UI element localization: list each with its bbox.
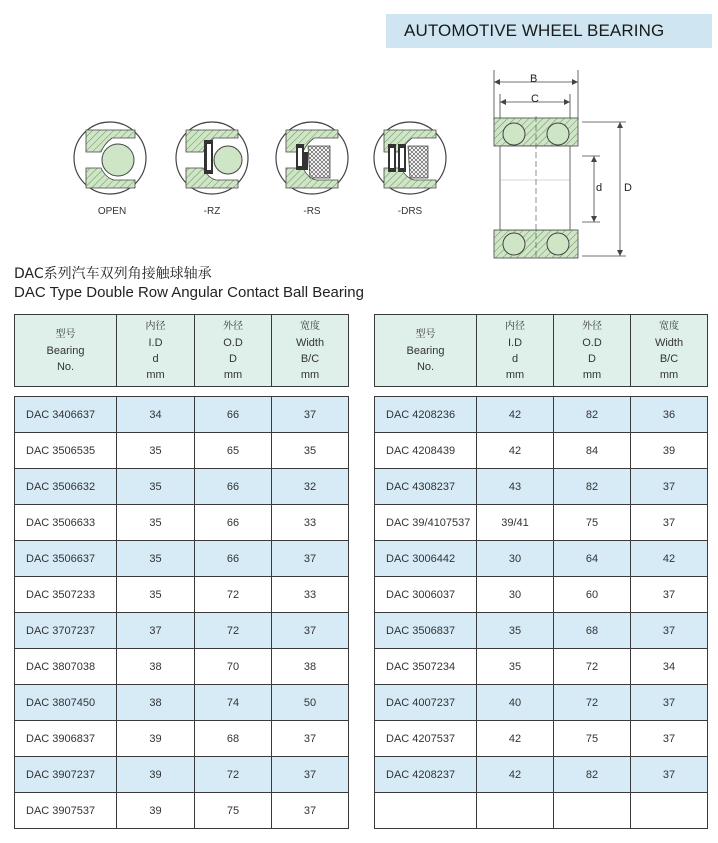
width-cell: 37 (631, 721, 708, 757)
table-row (375, 649, 708, 685)
table-row (15, 541, 349, 577)
seal-label-drs: -DRS (397, 206, 423, 217)
table-row (375, 397, 708, 433)
width-cell: 37 (272, 613, 349, 649)
bearing-diagrams (0, 60, 718, 280)
page-title: AUTOMOTIVE WHEEL BEARING (404, 21, 665, 40)
width-cell: 42 (631, 541, 708, 577)
width-cell: 33 (272, 505, 349, 541)
outer-diameter-cell: 72 (195, 757, 272, 793)
section-title-en: DAC Type Double Row Angular Contact Ball Bearing (14, 284, 364, 301)
bearing-number-cell: DAC 3406637 (15, 397, 117, 433)
seal-drs-icon (374, 122, 446, 194)
inner-diameter-cell: 42 (477, 433, 554, 469)
inner-diameter-cell: 39 (117, 793, 195, 829)
inner-diameter-cell: 38 (117, 649, 195, 685)
table-row (15, 685, 349, 721)
page-banner (386, 14, 712, 48)
inner-diameter-cell: 40 (477, 685, 554, 721)
width-cell: 37 (631, 469, 708, 505)
outer-diameter-cell: 68 (195, 721, 272, 757)
inner-diameter-cell: 39 (117, 757, 195, 793)
inner-diameter-cell: 43 (477, 469, 554, 505)
outer-diameter-cell: 75 (554, 721, 631, 757)
inner-diameter-cell: 35 (117, 433, 195, 469)
inner-diameter-cell: 30 (477, 577, 554, 613)
col-header-id: 内径 I.D d mm (117, 315, 195, 387)
bearing-number-cell: DAC 3507233 (15, 577, 117, 613)
table-row (15, 649, 349, 685)
width-cell (631, 793, 708, 829)
bearing-number-cell: DAC 4208237 (375, 757, 477, 793)
table-row (15, 469, 349, 505)
bearing-number-cell: DAC 3907237 (15, 757, 117, 793)
table-row (375, 541, 708, 577)
width-cell: 32 (272, 469, 349, 505)
inner-diameter-cell: 35 (117, 577, 195, 613)
table-spacer (15, 387, 349, 397)
bearing-number-cell: DAC 3506632 (15, 469, 117, 505)
bearing-diagram-svg (0, 60, 718, 280)
table-row (375, 433, 708, 469)
inner-diameter-cell: 35 (477, 613, 554, 649)
col-header-od: 外径 O.D D mm (554, 315, 631, 387)
width-cell: 38 (272, 649, 349, 685)
table-row (15, 721, 349, 757)
outer-diameter-cell: 70 (195, 649, 272, 685)
table-row (375, 613, 708, 649)
seal-label-open: OPEN (97, 206, 127, 217)
bearing-number-cell: DAC 4007237 (375, 685, 477, 721)
seal-label-rz: -RZ (203, 206, 221, 217)
outer-diameter-cell: 82 (554, 397, 631, 433)
table-row (15, 757, 349, 793)
bearing-number-cell: DAC 3907537 (15, 793, 117, 829)
table-row (375, 757, 708, 793)
table-row (375, 793, 708, 829)
outer-diameter-cell: 82 (554, 757, 631, 793)
bearing-number-cell: DAC 3006037 (375, 577, 477, 613)
width-cell: 35 (272, 433, 349, 469)
outer-diameter-cell: 72 (554, 685, 631, 721)
outer-diameter-cell (554, 793, 631, 829)
bearing-number-cell (375, 793, 477, 829)
bearing-number-cell: DAC 3807450 (15, 685, 117, 721)
dimension-c-label: C (531, 93, 539, 105)
inner-diameter-cell: 35 (117, 541, 195, 577)
width-cell: 39 (631, 433, 708, 469)
col-header-width: 宽度 Width B/C mm (272, 315, 349, 387)
dimension-d-inner-label: d (596, 182, 603, 194)
width-cell: 37 (631, 685, 708, 721)
outer-diameter-cell: 66 (195, 397, 272, 433)
width-cell: 37 (272, 757, 349, 793)
table-row (375, 721, 708, 757)
width-cell: 34 (631, 649, 708, 685)
bearing-number-cell: DAC 3906837 (15, 721, 117, 757)
col-header-id: 内径 I.D d mm (477, 315, 554, 387)
bearing-number-cell: DAC 3006442 (375, 541, 477, 577)
table-row (15, 613, 349, 649)
outer-diameter-cell: 64 (554, 541, 631, 577)
table-row (375, 505, 708, 541)
bearing-number-cell: DAC 3506837 (375, 613, 477, 649)
spec-table-left (14, 314, 349, 829)
width-cell: 37 (272, 721, 349, 757)
table-row (375, 577, 708, 613)
width-cell: 37 (631, 505, 708, 541)
bearing-number-cell: DAC 3506637 (15, 541, 117, 577)
dimension-d-outer-label: D (624, 182, 632, 194)
col-header-bearing: 型号 Bearing No. (15, 315, 117, 387)
inner-diameter-cell (477, 793, 554, 829)
width-cell: 36 (631, 397, 708, 433)
outer-diameter-cell: 82 (554, 469, 631, 505)
section-title-cn: DAC系列汽车双列角接触球轴承 (14, 266, 212, 282)
spec-table-right (374, 314, 708, 829)
width-cell: 37 (272, 793, 349, 829)
outer-diameter-cell: 66 (195, 505, 272, 541)
table-row (375, 685, 708, 721)
col-header-bearing: 型号 Bearing No. (375, 315, 477, 387)
outer-diameter-cell: 74 (195, 685, 272, 721)
inner-diameter-cell: 35 (477, 649, 554, 685)
table-row (375, 469, 708, 505)
width-cell: 37 (272, 397, 349, 433)
width-cell: 50 (272, 685, 349, 721)
bearing-cross-section-icon (494, 70, 626, 260)
seal-open-icon (74, 122, 146, 194)
seal-rz-icon (176, 122, 248, 194)
inner-diameter-cell: 37 (117, 613, 195, 649)
bearing-number-cell: DAC 3506535 (15, 433, 117, 469)
outer-diameter-cell: 72 (554, 649, 631, 685)
outer-diameter-cell: 75 (554, 505, 631, 541)
outer-diameter-cell: 65 (195, 433, 272, 469)
outer-diameter-cell: 72 (195, 577, 272, 613)
bearing-number-cell: DAC 4208236 (375, 397, 477, 433)
inner-diameter-cell: 30 (477, 541, 554, 577)
outer-diameter-cell: 66 (195, 541, 272, 577)
width-cell: 37 (272, 541, 349, 577)
table-row (15, 577, 349, 613)
bearing-number-cell: DAC 39/4107537 (375, 505, 477, 541)
table-row (15, 433, 349, 469)
table-row (15, 505, 349, 541)
inner-diameter-cell: 42 (477, 757, 554, 793)
inner-diameter-cell: 38 (117, 685, 195, 721)
bearing-number-cell: DAC 3507234 (375, 649, 477, 685)
inner-diameter-cell: 42 (477, 397, 554, 433)
inner-diameter-cell: 35 (117, 469, 195, 505)
dimension-b-label: B (530, 73, 538, 85)
inner-diameter-cell: 35 (117, 505, 195, 541)
bearing-number-cell: DAC 4208439 (375, 433, 477, 469)
seal-label-rs: -RS (303, 206, 321, 217)
seal-rs-icon (276, 122, 348, 194)
table-spacer (375, 387, 708, 397)
bearing-number-cell: DAC 3506633 (15, 505, 117, 541)
col-header-width: 宽度 Width B/C mm (631, 315, 708, 387)
inner-diameter-cell: 34 (117, 397, 195, 433)
width-cell: 37 (631, 613, 708, 649)
bearing-number-cell: DAC 3707237 (15, 613, 117, 649)
col-header-od: 外径 O.D D mm (195, 315, 272, 387)
outer-diameter-cell: 66 (195, 469, 272, 505)
outer-diameter-cell: 84 (554, 433, 631, 469)
outer-diameter-cell: 60 (554, 577, 631, 613)
bearing-number-cell: DAC 3807038 (15, 649, 117, 685)
bearing-number-cell: DAC 4308237 (375, 469, 477, 505)
width-cell: 37 (631, 757, 708, 793)
bearing-number-cell: DAC 4207537 (375, 721, 477, 757)
outer-diameter-cell: 72 (195, 613, 272, 649)
width-cell: 33 (272, 577, 349, 613)
inner-diameter-cell: 42 (477, 721, 554, 757)
width-cell: 37 (631, 577, 708, 613)
inner-diameter-cell: 39 (117, 721, 195, 757)
inner-diameter-cell: 39/41 (477, 505, 554, 541)
outer-diameter-cell: 75 (195, 793, 272, 829)
outer-diameter-cell: 68 (554, 613, 631, 649)
table-row (15, 793, 349, 829)
table-row (15, 397, 349, 433)
